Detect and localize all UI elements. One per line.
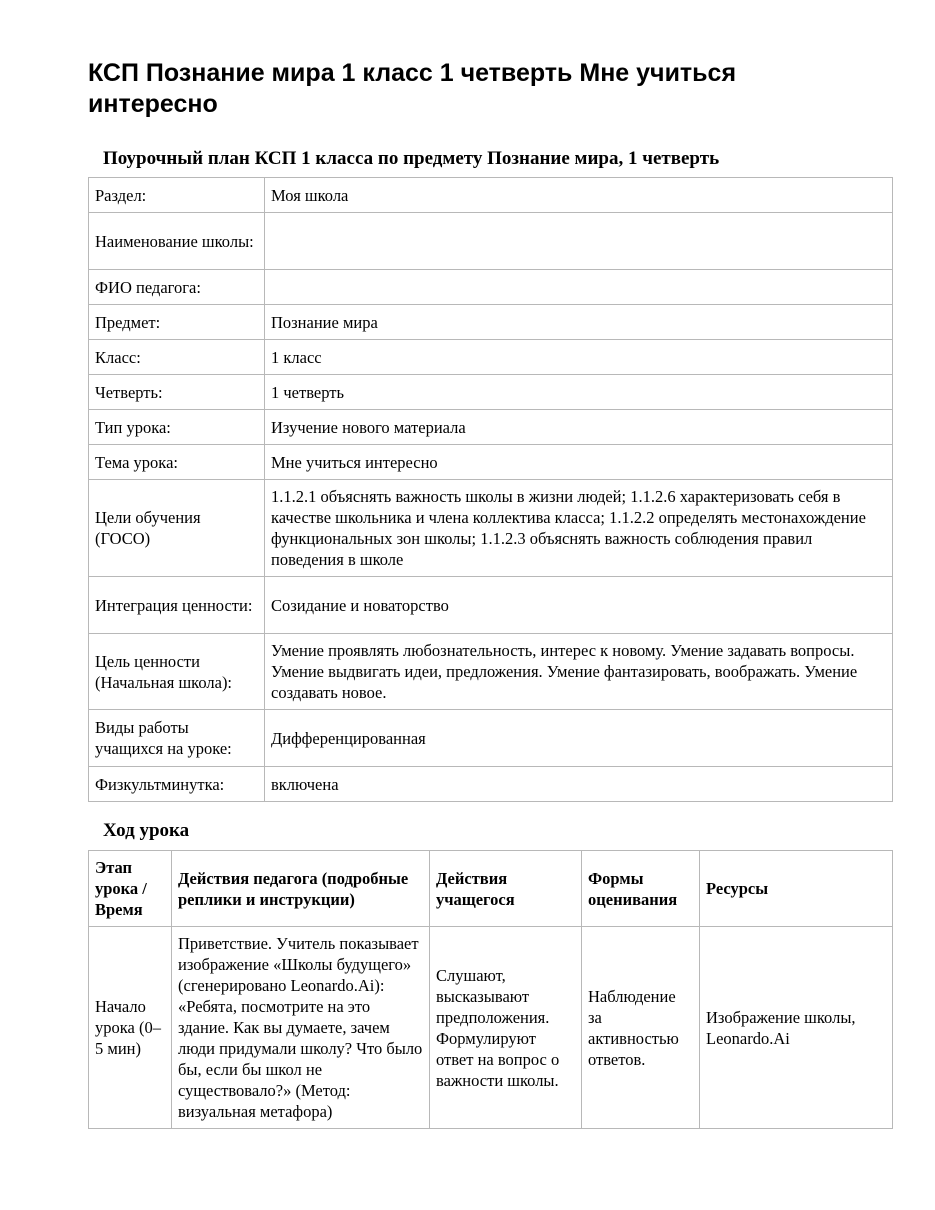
table-row xyxy=(89,270,893,305)
document-title: КСП Познание мира 1 класс 1 четверть Мне учиться интересно xyxy=(88,59,737,118)
table-row xyxy=(89,213,893,270)
row-value: Умение проявлять любознательность, интерес к новому. Умение задавать вопросы. Умение выдвигать идеи, предложения. Умение фантазировать, воображать. Умение создавать новое. xyxy=(265,634,893,710)
table-row xyxy=(89,767,893,802)
column-header-student: Действия учащегося xyxy=(430,851,582,927)
plan-heading: Поурочный план КСП 1 класса по предмету Познание мира, 1 четверть xyxy=(103,148,720,169)
row-value xyxy=(265,270,893,305)
row-label: ФИО педагога: xyxy=(89,270,265,305)
row-value: Познание мира xyxy=(265,305,893,340)
row-label: Класс: xyxy=(89,340,265,375)
table-row xyxy=(89,445,893,480)
table-row xyxy=(89,577,893,634)
row-value: Созидание и новаторство xyxy=(265,577,893,634)
row-label: Физкультминутка: xyxy=(89,767,265,802)
row-value: 1 четверть xyxy=(265,375,893,410)
row-value: включена xyxy=(265,767,893,802)
table-row xyxy=(89,710,893,767)
cell-teacher: Приветствие. Учитель показывает изображение «Школы будущего» (сгенерировано Leonardo.Ai): «Ребята, посмотрите на это здание. Как вы думаете, зачем люди придумали школу? Что было бы, если бы школ не существовало?» (Метод: визуальная метафора) xyxy=(172,927,430,1129)
row-label: Тема урока: xyxy=(89,445,265,480)
column-header-stage: Этап урока / Время xyxy=(89,851,172,927)
row-value: Изучение нового материала xyxy=(265,410,893,445)
row-label: Цель ценности (Начальная школа): xyxy=(89,634,265,710)
row-value: 1.1.2.1 объяснять важность школы в жизни людей; 1.1.2.6 характеризовать себя в качестве школьника и члена коллектива класса; 1.1.2.2 определять местонахождение функциональных зон школы; 1.1.2.3 объяснять важность соблюдения правил поведения в школе xyxy=(265,480,893,577)
row-value xyxy=(265,213,893,270)
table-row xyxy=(89,927,893,1129)
cell-student: Слушают, высказывают предположения. Формулируют ответ на вопрос о важности школы. xyxy=(430,927,582,1129)
row-value: Дифференцированная xyxy=(265,710,893,767)
lesson-course-table xyxy=(88,850,893,1129)
column-header-assessment: Формы оценивания xyxy=(582,851,700,927)
column-header-teacher: Действия педагога (подробные реплики и инструкции) xyxy=(172,851,430,927)
table-header-row xyxy=(89,851,893,927)
table-row xyxy=(89,375,893,410)
row-label: Четверть: xyxy=(89,375,265,410)
row-value: 1 класс xyxy=(265,340,893,375)
table-row xyxy=(89,340,893,375)
row-label: Виды работы учащихся на уроке: xyxy=(89,710,265,767)
row-label: Наименование школы: xyxy=(89,213,265,270)
lesson-info-table xyxy=(88,177,893,802)
row-label: Цели обучения (ГОСО) xyxy=(89,480,265,577)
cell-assessment: Наблюдение за активностью ответов. xyxy=(582,927,700,1129)
cell-resources: Изображение школы, Leonardo.Ai xyxy=(700,927,893,1129)
course-heading: Ход урока xyxy=(103,820,190,841)
row-value: Мне учиться интересно xyxy=(265,445,893,480)
table-row xyxy=(89,634,893,710)
table-row xyxy=(89,305,893,340)
document-page xyxy=(88,58,893,1129)
cell-stage: Начало урока (0–5 мин) xyxy=(89,927,172,1129)
table-row xyxy=(89,178,893,213)
row-value: Моя школа xyxy=(265,178,893,213)
row-label: Тип урока: xyxy=(89,410,265,445)
row-label: Интеграция ценности: xyxy=(89,577,265,634)
table-row xyxy=(89,480,893,577)
column-header-resources: Ресурсы xyxy=(700,851,893,927)
table-row xyxy=(89,410,893,445)
row-label: Раздел: xyxy=(89,178,265,213)
row-label: Предмет: xyxy=(89,305,265,340)
